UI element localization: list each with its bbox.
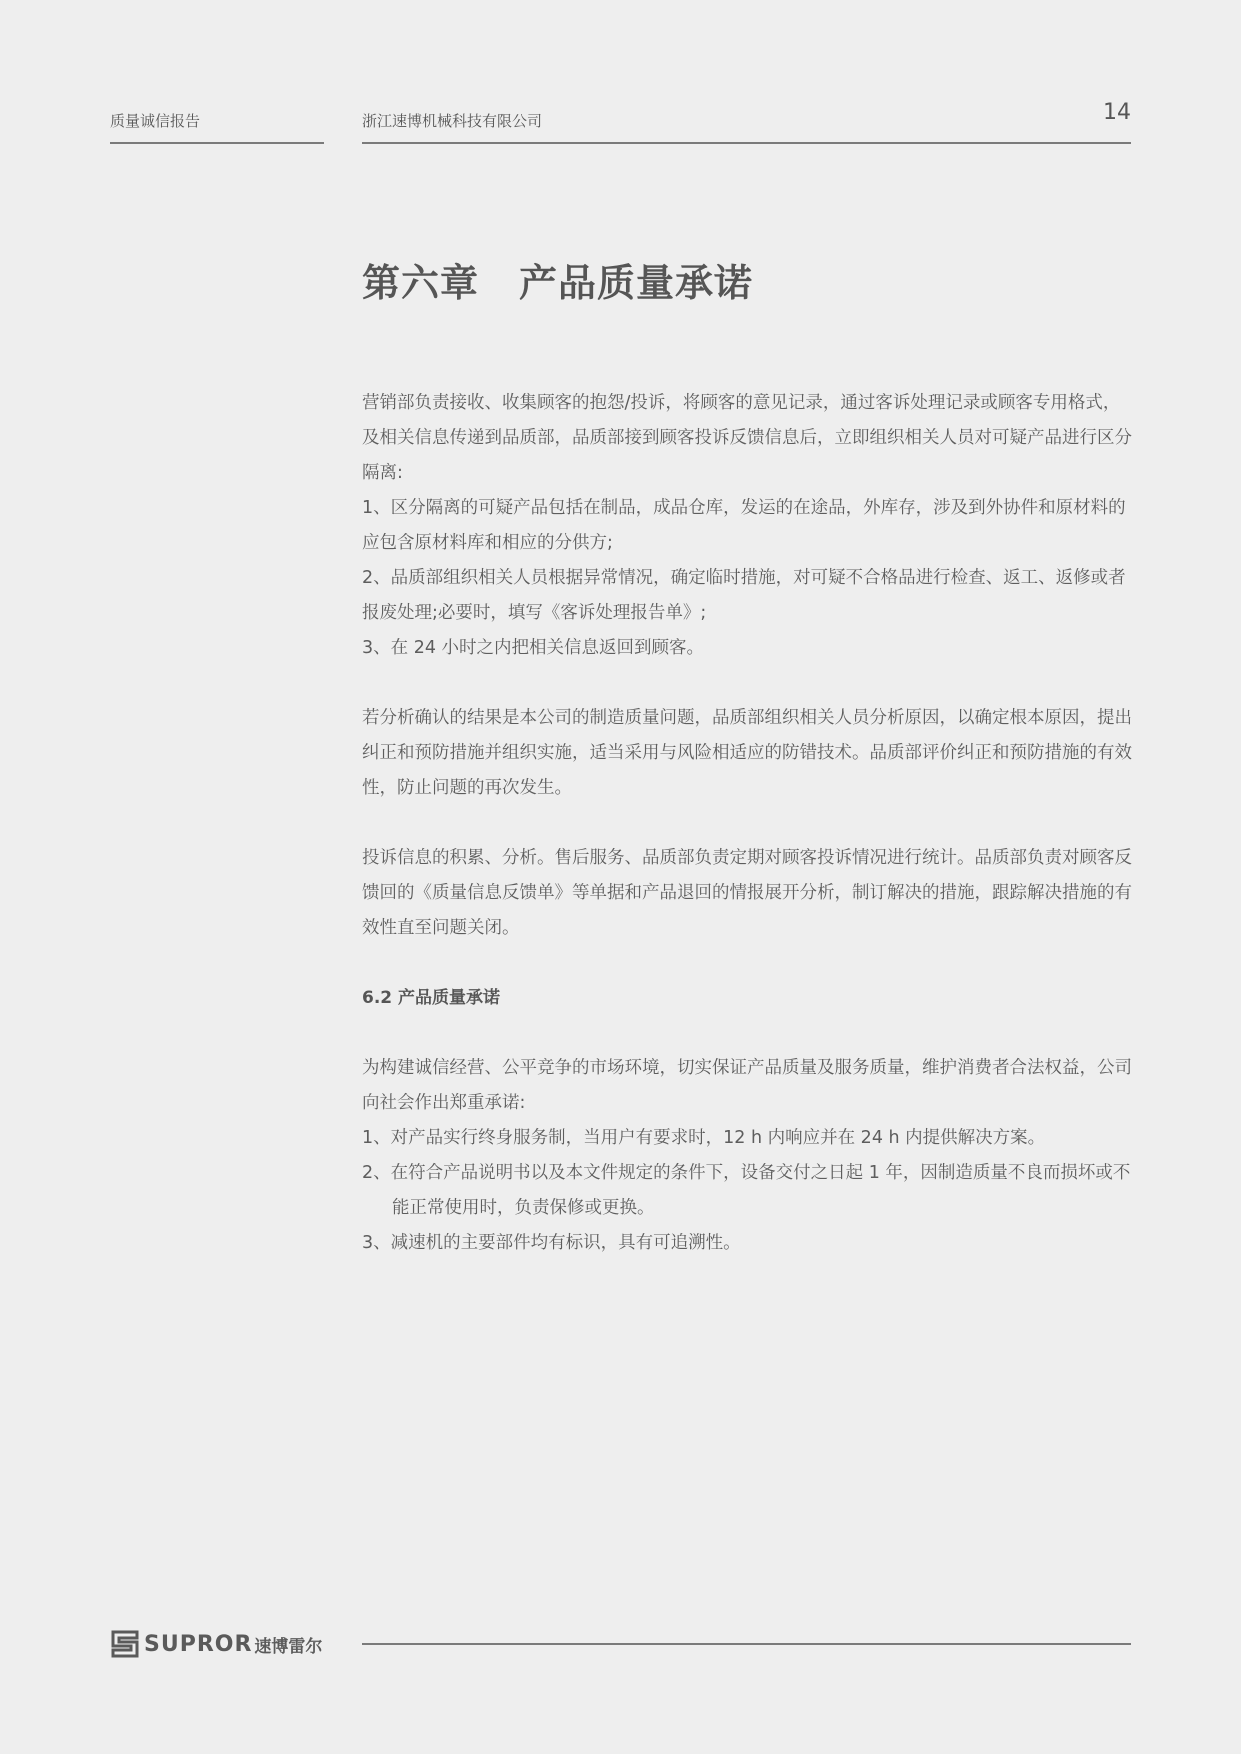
logo-mark-icon bbox=[110, 1629, 140, 1659]
chapter-title bbox=[362, 252, 753, 307]
chapter-number: 第六章 bbox=[362, 261, 480, 305]
paragraph-complaint-intake: 营销部负责接收、收集顾客的抱怨/投诉，将顾客的意见记录，通过客诉处理记录或顾客专用格式，及相关信息传递到品质部，品质部接到顾客投诉反馈信息后，立即组织相关人员对可疑产品进行区分隔离: bbox=[362, 393, 1132, 483]
list-item: 3、减速机的主要部件均有标识，具有可追溯性。 bbox=[362, 1233, 741, 1253]
list-item: 1、区分隔离的可疑产品包括在制品，成品仓库，发运的在途品，外库存，涉及到外协件和原材料的应包含原材料库和相应的分供方; bbox=[362, 498, 1126, 553]
header-company-name: 浙江速博机械科技有限公司 bbox=[362, 112, 543, 130]
list-item: 2、品质部组织相关人员根据异常情况，确定临时措施，对可疑不合格品进行检查、返工、返修或者报废处理;必要时，填写《客诉处理报告单》; bbox=[362, 568, 1126, 623]
list-item: 2、在符合产品说明书以及本文件规定的条件下，设备交付之日起 1 年，因制造质量不良而损坏或不能正常使用时，负责保修或更换。 bbox=[362, 1163, 1131, 1218]
paragraph-complaint-analysis: 投诉信息的积累、分析。售后服务、品质部负责定期对顾客投诉情况进行统计。品质部负责对顾客反馈回的《质量信息反馈单》等单据和产品退回的情报展开分析，制订解决的措施，跟踪解决措施的有效性直至问题关闭。 bbox=[362, 848, 1132, 938]
logo-text-en: SUPROR bbox=[144, 1631, 253, 1657]
main-content bbox=[362, 386, 1133, 1261]
header-report-title: 质量诚信报告 bbox=[110, 112, 201, 130]
company-logo bbox=[110, 1629, 322, 1659]
list-item: 3、在 24 小时之内把相关信息返回到顾客。 bbox=[362, 638, 705, 658]
page-number: 14 bbox=[1103, 100, 1131, 125]
chapter-name: 产品质量承诺 bbox=[519, 261, 754, 305]
header-left-divider bbox=[110, 142, 324, 144]
paragraph-commitment-intro: 为构建诚信经营、公平竞争的市场环境，切实保证产品质量及服务质量，维护消费者合法权益，公司向社会作出郑重承诺: bbox=[362, 1058, 1132, 1113]
header-right-divider bbox=[362, 142, 1131, 144]
logo-text-cn: 速博雷尔 bbox=[254, 1636, 323, 1657]
footer-divider bbox=[362, 1643, 1131, 1645]
section-heading: 6.2 产品质量承诺 bbox=[362, 988, 501, 1008]
paragraph-root-cause: 若分析确认的结果是本公司的制造质量问题，品质部组织相关人员分析原因，以确定根本原因，提出纠正和预防措施并组织实施，适当采用与风险相适应的防错技术。品质部评价纠正和预防措施的有效性，防止问题的再次发生。 bbox=[362, 708, 1132, 798]
list-item: 1、对产品实行终身服务制，当用户有要求时，12 h 内响应并在 24 h 内提供解决方案。 bbox=[362, 1128, 1046, 1148]
